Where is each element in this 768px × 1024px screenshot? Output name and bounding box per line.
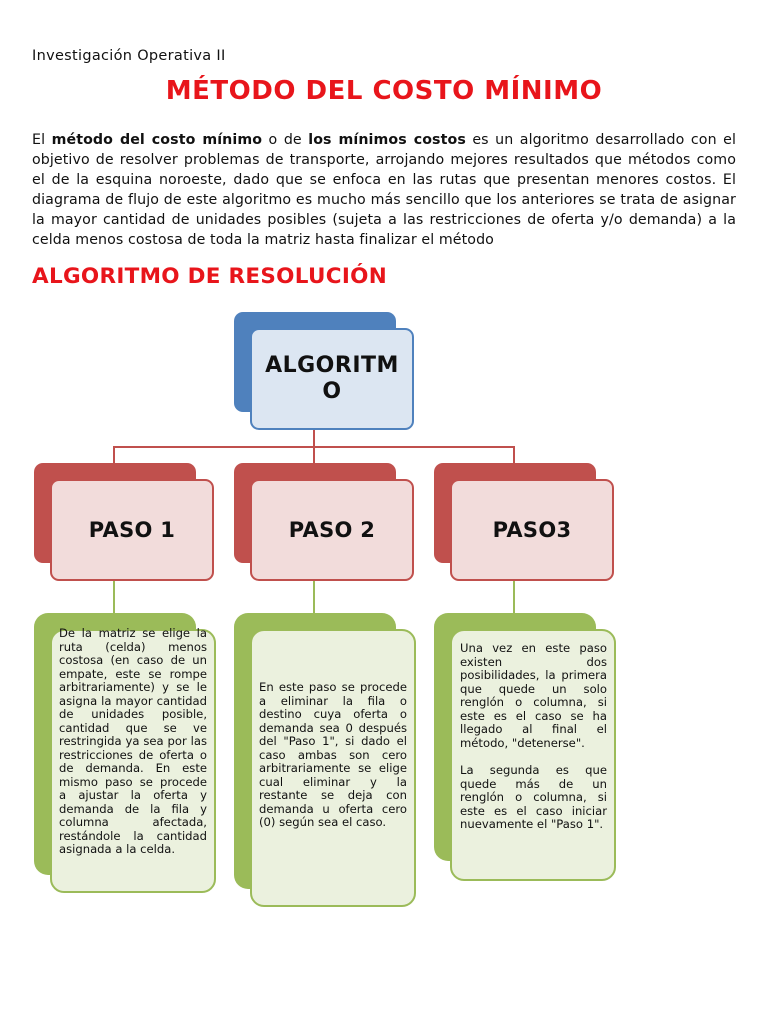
section-subtitle: ALGORITMO DE RESOLUCIÓN: [32, 264, 388, 289]
step3-connector: [513, 446, 515, 464]
detail3-text: Una vez en este paso existen dos posibilidades, la primera que quede un solo renglón o columna, si este es el caso se ha llegado al final el método, "detenerse". La segunda es que quede más de un renglón o columna, si este es el caso iniciar nuevamente el "Paso 1".: [460, 641, 607, 831]
step1-box: PASO 1: [50, 479, 214, 581]
step1-connector: [113, 446, 115, 464]
detail1-connector: [113, 581, 115, 613]
detail2-connector: [313, 581, 315, 613]
step2-box: PASO 2: [250, 479, 414, 581]
detail3-connector: [513, 581, 515, 613]
detail1-text: De la matriz se elige la ruta (celda) menos costosa (en caso de un empate, este se rompe arbitrariamente) y se le asigna la mayor cantidad de unidades posible, cantidad que se ve restringida ya sea por las restricciones de oferta o de demanda. En este mismo paso se procede a ajustar la oferta y demanda de la fila y columna afectada, restándole la cantidad asignada a la celda.: [59, 626, 207, 856]
page-title: MÉTODO DEL COSTO MÍNIMO: [165, 76, 603, 106]
step3-box: PASO3: [450, 479, 614, 581]
root-box: ALGORITMO: [250, 328, 414, 430]
step2-connector: [313, 446, 315, 464]
intro-paragraph: El método del costo mínimo o de los mínimos costos es un algoritmo desarrollado con el objetivo de resolver problemas de transporte, arrojando mejores resultados que métodos como el de la esquina noroeste, dado que se enfoca en las rutas que presentan menores costos. El diagrama de flujo de este algoritmo es mucho más sencillo que los anteriores se trata de asignar la mayor cantidad de unidades posibles (sujeta a las restricciones de oferta y/o demanda) a la celda menos costosa de toda la matriz hasta finalizar el método: [32, 132, 737, 248]
course-name: Investigación Operativa II: [32, 48, 226, 64]
detail2-text: En este paso se procede a eliminar la fila o destino cuya oferta o demanda sea 0 después del "Paso 1", si dado el caso ambas son cero arbitrariamente se elige cual eliminar y la restante se deja con demanda u oferta cero (0) según sea el caso.: [259, 680, 407, 829]
